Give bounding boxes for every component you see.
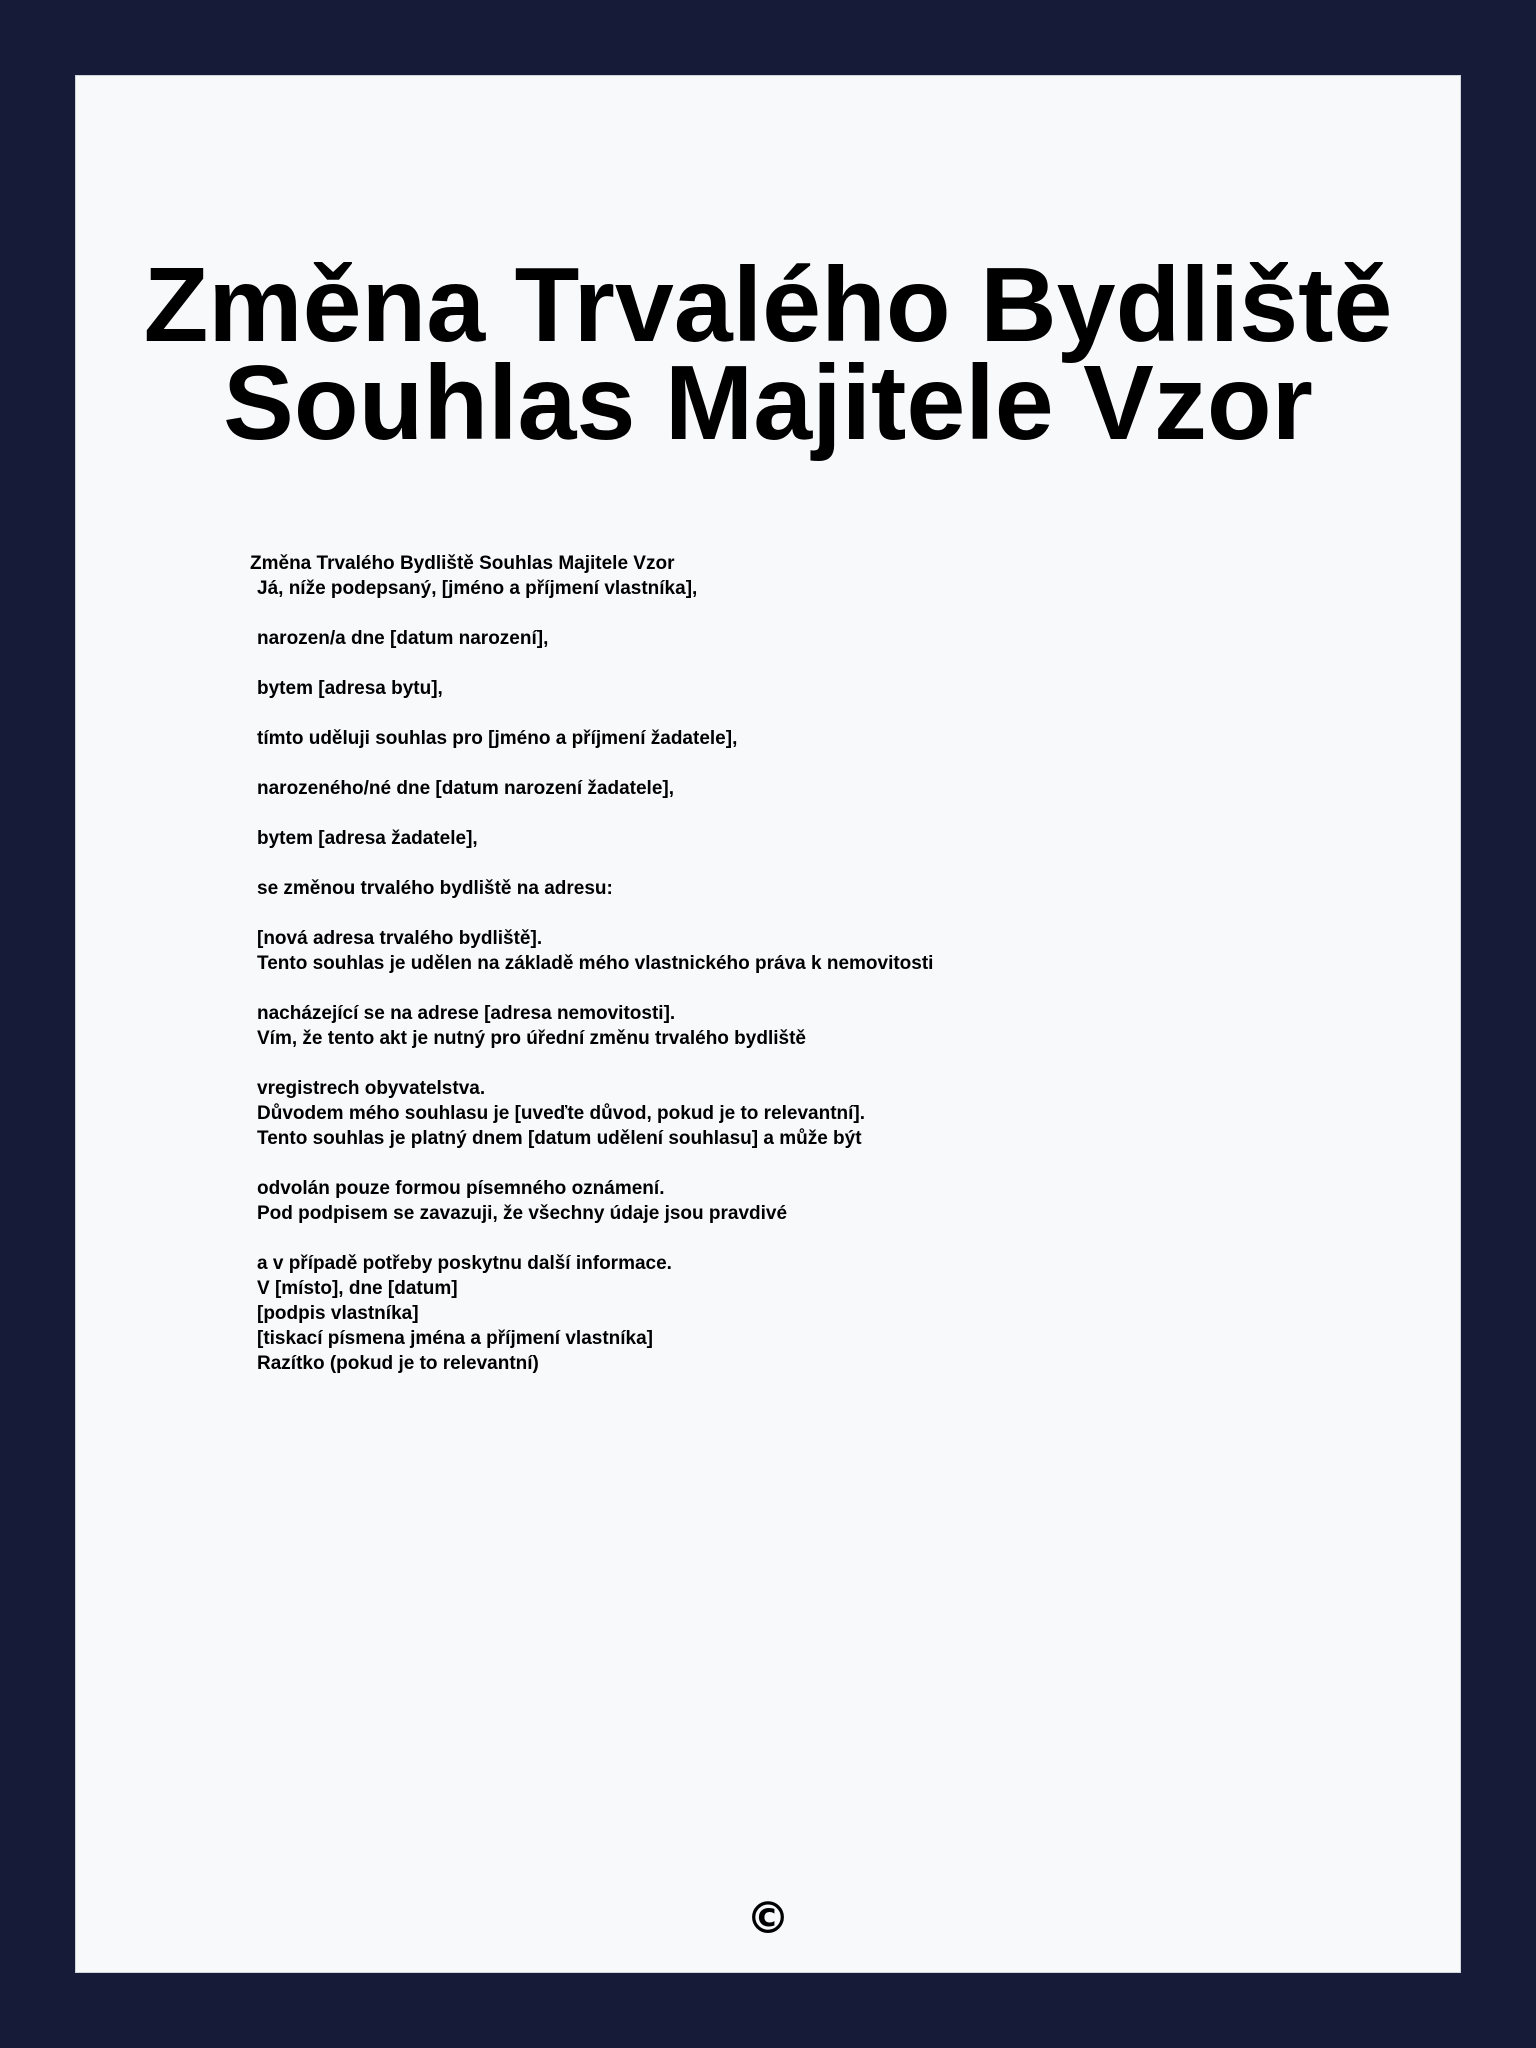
body-line: Důvodem mého souhlasu je [uveďte důvod, pokud je to relevantní].: [257, 1103, 866, 1124]
body-line: Razítko (pokud je to relevantní): [257, 1353, 539, 1374]
document-heading: Změna Trvalého Bydliště Souhlas Majitele Vzor: [250, 553, 675, 574]
page-title: [76, 246, 1460, 462]
body-line: [250, 801, 1350, 826]
body-line: Tento souhlas je platný dnem [datum udělení souhlasu] a může být: [257, 1128, 862, 1149]
body-line: [250, 601, 1350, 626]
body-line: narozen/a dne [datum narození],: [257, 628, 549, 649]
body-line: [250, 1151, 1350, 1176]
body-line: [250, 701, 1350, 726]
body-line: a v případě potřeby poskytnu další informace.: [257, 1253, 672, 1274]
body-line: se změnou trvalého bydliště na adresu:: [257, 878, 613, 899]
body-line: vregistrech obyvatelstva.: [257, 1078, 486, 1099]
body-line: [250, 651, 1350, 676]
body-line: bytem [adresa bytu],: [257, 678, 443, 699]
body-line: Tento souhlas je udělen na základě mého vlastnického práva k nemovitosti: [257, 953, 934, 974]
body-line: [250, 1226, 1350, 1251]
body-line: [250, 901, 1350, 926]
body-line: narozeného/né dne [datum narození žadatele],: [257, 778, 675, 799]
document-page: [75, 75, 1461, 1973]
body-line: [podpis vlastníka]: [257, 1303, 419, 1324]
document-body: [250, 551, 1350, 1376]
body-line: bytem [adresa žadatele],: [257, 828, 478, 849]
copyright-symbol: ©: [746, 1893, 790, 1944]
body-line: [250, 976, 1350, 1001]
body-line: [250, 851, 1350, 876]
body-line: Pod podpisem se zavazuji, že všechny údaje jsou pravdivé: [257, 1203, 788, 1224]
body-line: odvolán pouze formou písemného oznámení.: [257, 1178, 665, 1199]
body-line: [nová adresa trvalého bydliště].: [257, 928, 543, 949]
title-line-1: Změna Trvalého Bydliště: [143, 246, 1393, 364]
body-line: [250, 751, 1350, 776]
body-line: Já, níže podepsaný, [jméno a příjmení vlastníka],: [257, 578, 698, 599]
body-line: [250, 1051, 1350, 1076]
title-line-2: Souhlas Majitele Vzor: [223, 344, 1313, 462]
body-line: Vím, že tento akt je nutný pro úřední změnu trvalého bydliště: [257, 1028, 806, 1049]
body-line: nacházející se na adrese [adresa nemovitosti].: [257, 1003, 676, 1024]
body-line: [tiskací písmena jména a příjmení vlastníka]: [257, 1328, 653, 1349]
body-line: tímto uděluji souhlas pro [jméno a příjmení žadatele],: [257, 728, 738, 749]
body-line: V [místo], dne [datum]: [257, 1278, 458, 1299]
